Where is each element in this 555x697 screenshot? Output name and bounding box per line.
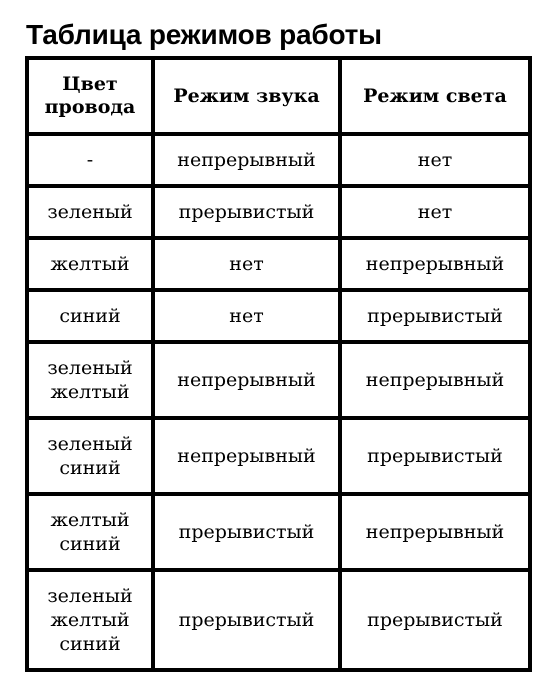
wire-color-cell xyxy=(27,238,153,290)
table-row xyxy=(27,186,530,238)
wire-color-cell xyxy=(27,290,153,342)
light-mode-cell: прерывистый xyxy=(340,290,530,342)
table-header-row xyxy=(27,58,530,134)
table-row xyxy=(27,570,530,670)
light-mode-cell: нет xyxy=(340,134,530,186)
table-row xyxy=(27,238,530,290)
header-light-mode xyxy=(340,58,530,134)
sound-mode-cell: нет xyxy=(153,238,340,290)
wire-color-text: желтый xyxy=(50,509,130,531)
page-title: Таблица режимов работы xyxy=(26,19,382,50)
wire-color-text: синий xyxy=(59,533,121,555)
wire-color-text: зеленый xyxy=(47,585,133,607)
wire-color-text: синий xyxy=(59,305,121,327)
table-row xyxy=(27,134,530,186)
wire-color-text: синий xyxy=(59,633,121,655)
table-row xyxy=(27,290,530,342)
sound-mode-cell: прерывистый xyxy=(153,494,340,570)
wire-color-cell xyxy=(27,134,153,186)
header-wire-color-line-1: Цвет xyxy=(62,73,118,95)
wire-color-text: зеленый xyxy=(47,357,133,379)
wire-color-text: зеленый xyxy=(47,433,133,455)
light-mode-cell: прерывистый xyxy=(340,570,530,670)
wire-color-cell xyxy=(27,418,153,494)
header-sound-mode xyxy=(153,58,340,134)
wire-color-text: синий xyxy=(59,457,121,479)
table-row xyxy=(27,418,530,494)
sound-mode-cell: непрерывный xyxy=(153,342,340,418)
header-wire-color xyxy=(27,58,153,134)
wire-color-cell xyxy=(27,494,153,570)
wire-color-text: - xyxy=(86,149,94,171)
sound-mode-cell: непрерывный xyxy=(153,134,340,186)
sound-mode-cell: прерывистый xyxy=(153,570,340,670)
wire-color-text: желтый xyxy=(50,253,130,275)
light-mode-cell: непрерывный xyxy=(340,238,530,290)
header-wire-color-line-2: провода xyxy=(44,96,136,118)
sound-mode-cell: прерывистый xyxy=(153,186,340,238)
wire-color-text: желтый xyxy=(50,381,130,403)
light-mode-cell: нет xyxy=(340,186,530,238)
wire-color-text: зеленый xyxy=(47,201,133,223)
light-mode-cell: прерывистый xyxy=(340,418,530,494)
wire-color-text: желтый xyxy=(50,609,130,631)
sound-mode-cell: непрерывный xyxy=(153,418,340,494)
modes-table xyxy=(25,56,532,672)
light-mode-cell: непрерывный xyxy=(340,342,530,418)
header-sound-mode-label: Режим звука xyxy=(173,84,320,107)
table-row xyxy=(27,342,530,418)
light-mode-cell: непрерывный xyxy=(340,494,530,570)
sound-mode-cell: нет xyxy=(153,290,340,342)
wire-color-cell xyxy=(27,570,153,670)
table-row xyxy=(27,494,530,570)
wire-color-cell xyxy=(27,342,153,418)
header-light-mode-label: Режим света xyxy=(363,84,507,107)
wire-color-cell xyxy=(27,186,153,238)
